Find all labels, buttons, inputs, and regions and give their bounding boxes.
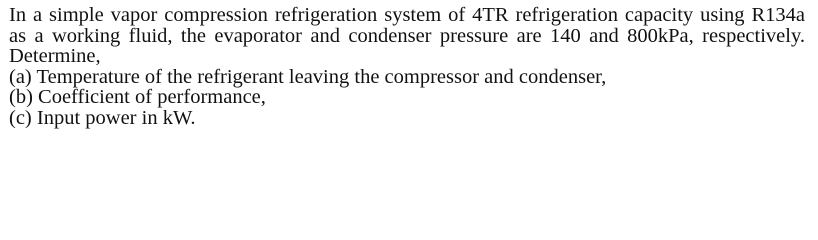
problem-text	[9, 5, 805, 129]
problem-statement: In a simple vapor compression refrigeration system of 4TR refrigeration capacity using R134a as a working fluid, the evaporator and condenser pressure are 140 and 800kPa, respectively. Determine,	[9, 4, 805, 68]
question-part-a: (a) Temperature of the refrigerant leaving the compressor and condenser,	[9, 65, 607, 88]
question-part-b: (b) Coefficient of performance,	[9, 86, 266, 109]
question-part-c: (c) Input power in kW.	[9, 106, 196, 129]
question-parts-list	[9, 67, 805, 129]
